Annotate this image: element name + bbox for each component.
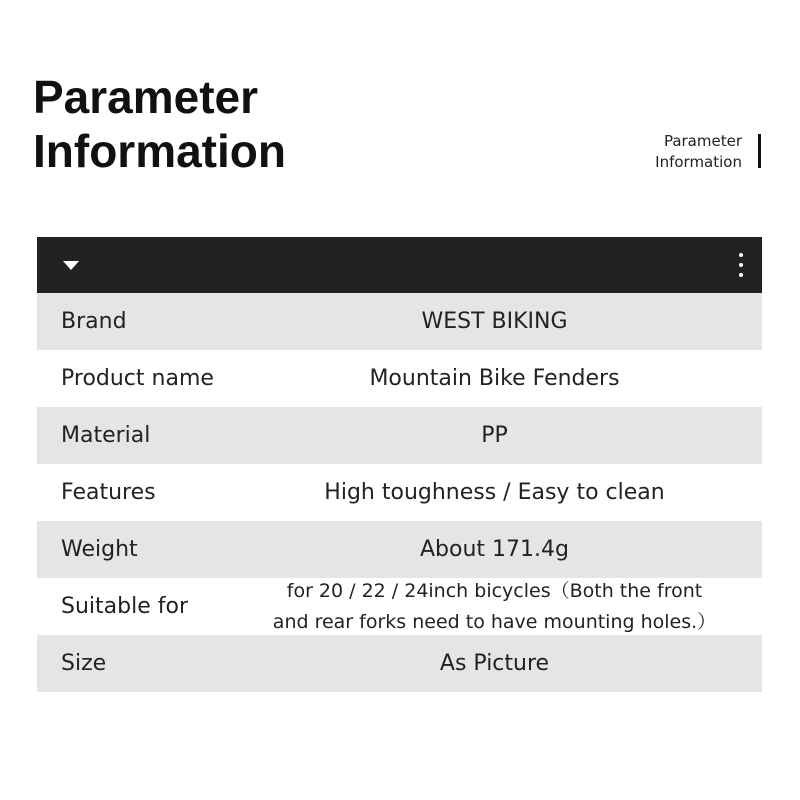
row-label: Size [61,651,107,676]
parameter-table [37,237,762,692]
table-row [37,293,762,350]
table-row [37,578,762,635]
row-value-line-1: for 20 / 22 / 24inch bicycles（Both the front [286,579,703,602]
row-label: Product name [61,366,214,391]
title-line-1: Parameter [33,71,259,123]
row-value: About 171.4g [420,537,569,562]
more-options-icon[interactable] [739,253,743,277]
table-row [37,635,762,692]
row-value: Mountain Bike Fenders [369,366,620,391]
caret-down-icon[interactable] [63,261,79,270]
side-caption [655,131,742,173]
side-caption-line-1: Parameter [663,132,742,150]
row-value-line-2: and rear forks need to have mounting holes.） [272,610,717,633]
row-label: Material [61,423,151,448]
table-header-bar [37,237,762,293]
table-row [37,464,762,521]
row-value: As Picture [439,651,550,676]
row-value: WEST BIKING [421,309,568,334]
row-value: High toughness / Easy to clean [324,480,665,505]
page-title [33,70,286,178]
table-row [37,521,762,578]
side-caption-line-2: Information [655,153,742,171]
row-label: Weight [61,537,138,562]
row-label: Brand [61,309,127,334]
table-row [37,407,762,464]
title-line-2: Information [33,125,286,177]
table-row [37,350,762,407]
side-divider [758,134,761,168]
row-value: PP [481,423,508,448]
row-value [227,578,762,635]
row-label: Features [61,480,156,505]
row-label: Suitable for [61,594,188,619]
